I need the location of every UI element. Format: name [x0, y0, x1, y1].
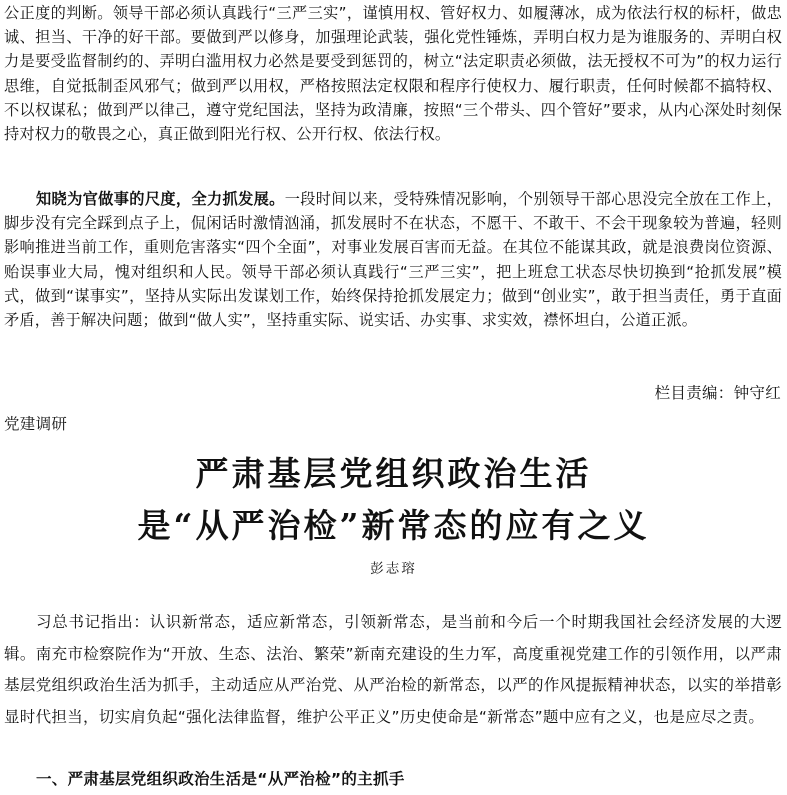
section-heading-1: 一、严肃基层党组织政治生活是“从严治检”的主抓手	[36, 770, 405, 788]
paragraph-body: 一段时间以来，受特殊情况影响，个别领导干部心思没完全放在工作上，脚步没有完全踩到点子上，侃闲话时激情汹涌，抓发展时不在状态，不愿干、不敢干、不会干现象较为普遍，轻则影响推进当前工作，重则危害落实“四个全面”，对事业发展百害而无益。在其位不能谋其政，就是浪费岗位资源、贻误事业大局，愧对组织和人民。领导干部必须认真践行“三严三实”，把上班怠工状态尽快切换到“抢抓发展”模式，做到“谋事实”，坚持从实际出发谋划工作，始终保持抢抓发展定力；做到“创业实”，敢于担当责任，勇于直面矛盾，善于解决问题；做到“做人实”，坚持重实际、说实话、办实事、求实效，襟怀坦白，公道正派。	[4, 190, 782, 330]
article1-paragraph-2	[4, 187, 782, 332]
column-label: 党建调研	[4, 415, 68, 433]
article2-paragraph-1: 习总书记指出：认识新常态，适应新常态，引领新常态，是当前和今后一个时期我国社会经济发展的大逻辑。南充市检察院作为“开放、生态、法治、繁荣”新南充建设的生力军，高度重视党建工作的引领作用，以严肃基层党组织政治生活为抓手，主动适应从严治党、从严治检的新常态，以严的作风提振精神状态，以实的举措彰显时代担当，切实肩负起“强化法律监督，维护公平正义”历史使命是“新常态”题中应有之义，也是应尽之责。	[4, 613, 782, 726]
article1-paragraph-1: 公正度的判断。领导干部必须认真践行“三严三实”，谨慎用权、管好权力、如履薄冰，成为依法行权的标杆，做忠诚、担当、干净的好干部。要做到严以修身，加强理论武装，强化党性锤炼，弄明白权力是为谁服务的、弄明白权力是要受监督制约的、弄明白滥用权力必然是要受到惩罚的，树立“法定职责必须做，法无授权不可为”的权力运行思维，自觉抵制歪风邪气；做到严以用权，严格按照法定权限和程序行使权力、履行职责，任何时候都不搞特权、不以权谋私；做到严以律己，遵守党纪国法，坚持为政清廉，按照“三个带头、四个管好”要求，从内心深处时刻保持对权力的敬畏之心，真正做到阳光行权、公开行权、依法行权。	[4, 4, 782, 144]
article-author: 彭志瑢	[370, 561, 417, 577]
article-title-line-2: 是“从严治检”新常态的应有之义	[137, 506, 650, 545]
article-title-line-1: 严肃基层党组织政治生活	[195, 454, 592, 493]
column-editor-credit: 栏目责编：钟守红	[654, 384, 781, 402]
paragraph-lead-heading: 知晓为官做事的尺度，全力抓发展。	[36, 190, 285, 208]
